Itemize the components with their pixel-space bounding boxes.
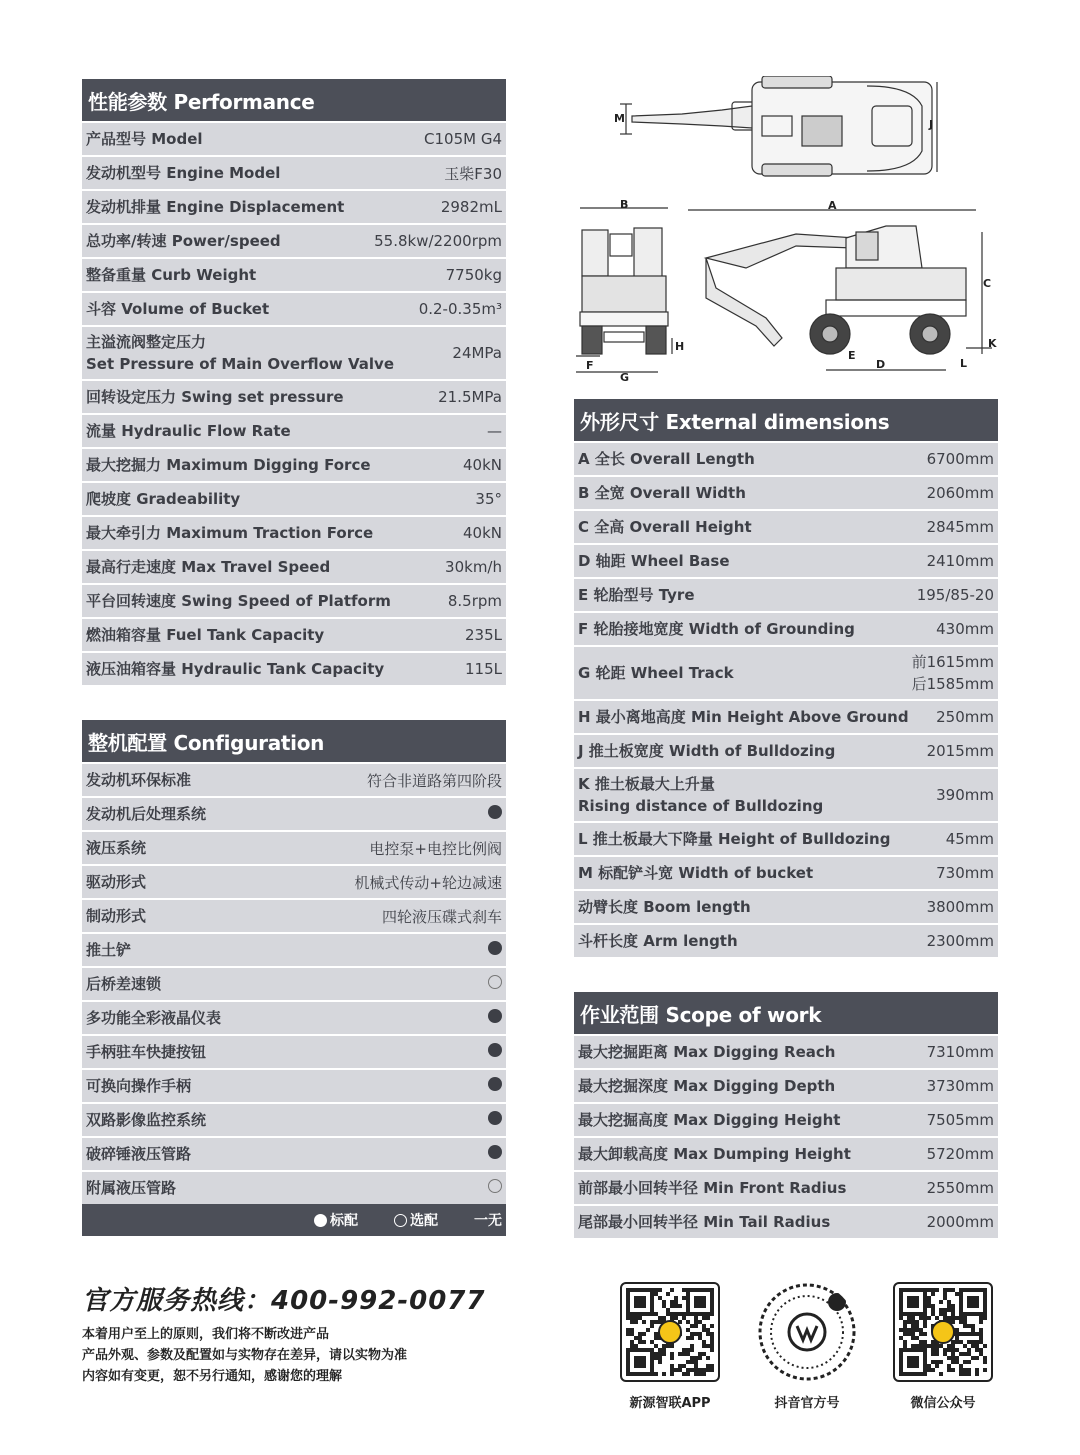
table-row bbox=[574, 1068, 998, 1102]
row-label-group bbox=[578, 773, 823, 817]
row-value: 7505mm bbox=[926, 1111, 994, 1129]
row-value: 2982mL bbox=[440, 198, 502, 216]
table-row bbox=[82, 762, 506, 796]
row-label: 燃油箱容量 Fuel Tank Capacity bbox=[86, 626, 325, 644]
service-hotline: 官方服务热线：400-992-0077 bbox=[82, 1286, 486, 1316]
row-label: C 全高 Overall Height bbox=[578, 518, 752, 536]
row-label: 斗容 Volume of Bucket bbox=[86, 300, 270, 318]
row-label-en: Rising distance of Bulldozing bbox=[578, 797, 824, 815]
standard-dot-icon bbox=[488, 805, 502, 823]
label-h: H bbox=[675, 340, 684, 353]
row-value: 2410mm bbox=[926, 552, 994, 570]
row-label: D 轴距 Wheel Base bbox=[578, 552, 730, 570]
qr-app[interactable] bbox=[620, 1282, 720, 1411]
row-label: 发动机型号 Engine Model bbox=[86, 164, 281, 182]
label-k: K bbox=[988, 337, 997, 350]
row-value-group bbox=[912, 651, 994, 695]
label-j: J bbox=[929, 118, 934, 131]
row-label: M 标配铲斗宽 Width of bucket bbox=[578, 864, 814, 882]
row-value: 2550mm bbox=[926, 1179, 994, 1197]
row-label: 推土铲 bbox=[86, 941, 132, 959]
table-row bbox=[82, 617, 506, 651]
table-row bbox=[82, 796, 506, 830]
label-m: M bbox=[614, 112, 625, 125]
qr-douyin-caption: 抖音官方号 bbox=[774, 1396, 840, 1411]
table-row bbox=[574, 699, 998, 733]
table-row bbox=[82, 291, 506, 325]
table-row bbox=[574, 1034, 998, 1068]
row-label: 最大挖掘力 Maximum Digging Force bbox=[86, 456, 371, 474]
row-value: 45mm bbox=[945, 830, 994, 848]
qr-app-caption: 新源智联APP bbox=[629, 1396, 711, 1411]
table-row bbox=[574, 889, 998, 923]
row-label: 制动形式 bbox=[86, 907, 147, 925]
standard-dot-icon bbox=[488, 1077, 502, 1095]
table-row bbox=[82, 447, 506, 481]
row-label: 附属液压管路 bbox=[86, 1179, 177, 1197]
legend-standard: 标配 bbox=[330, 1213, 358, 1229]
table-row bbox=[574, 733, 998, 767]
standard-dot-icon bbox=[488, 1009, 502, 1027]
row-value: C105M G4 bbox=[424, 130, 502, 148]
row-label: 斗杆长度 Arm length bbox=[578, 932, 738, 950]
row-label: 可换向操作手柄 bbox=[86, 1077, 192, 1095]
table-row bbox=[574, 611, 998, 645]
row-label: A 全长 Overall Length bbox=[578, 450, 755, 468]
scope-title: 作业范围 Scope of work bbox=[574, 992, 998, 1034]
standard-dot-icon bbox=[488, 1111, 502, 1129]
row-label: 爬坡度 Gradeability bbox=[86, 490, 241, 508]
table-row bbox=[82, 413, 506, 447]
table-row bbox=[82, 121, 506, 155]
note-line: 内容如有变更，恕不另行通知，感谢您的理解 bbox=[82, 1369, 343, 1384]
standard-dot-icon bbox=[488, 941, 502, 959]
table-row bbox=[82, 481, 506, 515]
row-value: 5720mm bbox=[926, 1145, 994, 1163]
label-e: E bbox=[848, 349, 856, 362]
row-label: 液压油箱容量 Hydraulic Tank Capacity bbox=[86, 660, 385, 678]
row-value: 55.8kw/2200rpm bbox=[374, 232, 502, 250]
qr-code-icon bbox=[620, 1282, 720, 1382]
row-label: F 轮胎接地宽度 Width of Grounding bbox=[578, 620, 855, 638]
configuration-title: 整机配置 Configuration bbox=[82, 720, 506, 762]
table-row bbox=[82, 932, 506, 966]
table-row bbox=[82, 1000, 506, 1034]
optional-dot-icon bbox=[488, 1179, 502, 1197]
table-row bbox=[574, 577, 998, 611]
row-value: 7750kg bbox=[445, 266, 502, 284]
table-row bbox=[574, 645, 998, 699]
row-value: 390mm bbox=[936, 786, 994, 804]
row-value: 2000mm bbox=[926, 1213, 994, 1231]
row-label: 发动机后处理系统 bbox=[86, 805, 207, 823]
table-row bbox=[82, 898, 506, 932]
table-row bbox=[82, 651, 506, 685]
row-value: 40kN bbox=[463, 456, 502, 474]
front-view-diagram bbox=[574, 198, 684, 388]
table-row bbox=[82, 223, 506, 257]
footer-notes bbox=[82, 1324, 407, 1387]
row-label: 最大卸载高度 Max Dumping Height bbox=[578, 1145, 851, 1163]
row-value: 3800mm bbox=[926, 898, 994, 916]
table-row bbox=[82, 1068, 506, 1102]
row-value: 7310mm bbox=[926, 1043, 994, 1061]
row-value: 符合非道路第四阶段 bbox=[366, 771, 502, 790]
table-row bbox=[574, 1170, 998, 1204]
table-row bbox=[82, 583, 506, 617]
row-label: B 全宽 Overall Width bbox=[578, 484, 746, 502]
table-row bbox=[82, 189, 506, 223]
row-value: 2060mm bbox=[926, 484, 994, 502]
row-label: K 推土板最大上升量 bbox=[578, 775, 715, 793]
row-label: 最大牵引力 Maximum Traction Force bbox=[86, 524, 374, 542]
row-label: 破碎锤液压管路 bbox=[86, 1145, 192, 1163]
row-value: 30km/h bbox=[445, 558, 502, 576]
dimensions-table bbox=[574, 399, 998, 957]
row-label: L 推土板最大下降量 Height of Bulldozing bbox=[578, 830, 891, 848]
row-label: 动臂长度 Boom length bbox=[578, 898, 751, 916]
row-value: 235L bbox=[465, 626, 502, 644]
row-value: 前1615mm bbox=[911, 653, 994, 671]
table-row bbox=[82, 1136, 506, 1170]
scope-table bbox=[574, 992, 998, 1238]
row-value: 电控泵+电控比例阀 bbox=[369, 839, 502, 858]
row-label: 主溢流阀整定压力 bbox=[86, 333, 207, 351]
row-value: 115L bbox=[465, 660, 502, 678]
table-row bbox=[82, 515, 506, 549]
label-l: L bbox=[960, 357, 968, 370]
row-label: J 推土板宽度 Width of Bulldozing bbox=[578, 742, 836, 760]
table-row bbox=[574, 1136, 998, 1170]
douyin-qr-icon bbox=[757, 1282, 857, 1382]
label-a: A bbox=[828, 199, 837, 212]
standard-dot-icon bbox=[314, 1214, 327, 1227]
row-value: 0.2-0.35m³ bbox=[418, 300, 502, 318]
table-row bbox=[82, 1170, 506, 1204]
table-row bbox=[82, 1034, 506, 1068]
row-value: 2300mm bbox=[926, 932, 994, 950]
legend-none: 一无 bbox=[474, 1213, 502, 1229]
note-line: 本着用户至上的原则，我们将不断改进产品 bbox=[82, 1327, 330, 1342]
table-row bbox=[574, 543, 998, 577]
row-value: 195/85-20 bbox=[916, 586, 994, 604]
row-label: G 轮距 Wheel Track bbox=[578, 664, 734, 682]
row-label: 发动机排量 Engine Displacement bbox=[86, 198, 345, 216]
row-value: 2845mm bbox=[926, 518, 994, 536]
row-value: 2015mm bbox=[926, 742, 994, 760]
row-label-group bbox=[86, 331, 394, 375]
row-label: 流量 Hydraulic Flow Rate bbox=[86, 422, 291, 440]
config-legend bbox=[82, 1204, 506, 1236]
configuration-table bbox=[82, 720, 506, 1236]
table-row bbox=[82, 864, 506, 898]
table-row bbox=[574, 923, 998, 957]
row-label: 前部最小回转半径 Min Front Radius bbox=[578, 1179, 847, 1197]
optional-dot-icon bbox=[488, 975, 502, 993]
dimensions-title: 外形尺寸 External dimensions bbox=[574, 399, 998, 441]
table-row bbox=[82, 155, 506, 189]
label-d: D bbox=[876, 358, 886, 371]
label-g: G bbox=[620, 371, 630, 384]
qr-wechat[interactable] bbox=[893, 1282, 993, 1411]
row-label: 最高行走速度 Max Travel Speed bbox=[86, 558, 331, 576]
row-value: 后1585mm bbox=[911, 675, 994, 693]
row-label: 尾部最小回转半径 Min Tail Radius bbox=[578, 1213, 831, 1231]
table-row bbox=[82, 1102, 506, 1136]
qr-code-icon bbox=[893, 1282, 993, 1382]
row-value: 21.5MPa bbox=[438, 388, 502, 406]
table-row bbox=[574, 767, 998, 821]
row-value: 3730mm bbox=[926, 1077, 994, 1095]
row-value: 6700mm bbox=[926, 450, 994, 468]
table-row bbox=[574, 1102, 998, 1136]
row-label-en: Set Pressure of Main Overflow Valve bbox=[86, 355, 395, 373]
row-label: 产品型号 Model bbox=[86, 130, 203, 148]
row-label: 最大挖掘深度 Max Digging Depth bbox=[578, 1077, 836, 1095]
performance-title: 性能参数 Performance bbox=[82, 79, 506, 121]
label-c: C bbox=[983, 277, 992, 290]
qr-douyin[interactable] bbox=[757, 1282, 857, 1411]
standard-dot-icon bbox=[488, 1043, 502, 1061]
table-row bbox=[574, 475, 998, 509]
row-value: 35° bbox=[475, 490, 502, 508]
row-label: 总功率/转速 Power/speed bbox=[86, 232, 281, 250]
row-label: 驱动形式 bbox=[86, 873, 147, 891]
row-value: 730mm bbox=[936, 864, 994, 882]
top-view-diagram bbox=[612, 76, 942, 178]
legend-optional: 选配 bbox=[410, 1213, 438, 1229]
row-label: 多功能全彩液晶仪表 bbox=[86, 1009, 222, 1027]
side-view-diagram bbox=[686, 198, 998, 388]
row-value: — bbox=[487, 422, 502, 440]
row-value: 玉柴F30 bbox=[444, 164, 502, 183]
table-row bbox=[82, 379, 506, 413]
note-line: 产品外观、参数及配置如与实物存在差异，请以实物为准 bbox=[82, 1348, 408, 1363]
row-label: 后桥差速锁 bbox=[86, 975, 162, 993]
row-label: 最大挖掘距离 Max Digging Reach bbox=[578, 1043, 836, 1061]
label-b: B bbox=[620, 198, 629, 211]
row-label: 整备重量 Curb Weight bbox=[86, 266, 257, 284]
table-row bbox=[574, 509, 998, 543]
row-label: 手柄驻车快捷按钮 bbox=[86, 1043, 207, 1061]
table-row bbox=[574, 821, 998, 855]
row-value: 机械式传动+轮边减速 bbox=[354, 873, 502, 892]
row-label: 双路影像监控系统 bbox=[86, 1111, 207, 1129]
row-value: 24MPa bbox=[452, 344, 502, 362]
table-row bbox=[82, 966, 506, 1000]
row-label: E 轮胎型号 Tyre bbox=[578, 586, 695, 604]
row-label: H 最小离地高度 Min Height Above Ground bbox=[578, 708, 909, 726]
table-row bbox=[574, 1204, 998, 1238]
table-row bbox=[574, 441, 998, 475]
row-label: 最大挖掘高度 Max Digging Height bbox=[578, 1111, 841, 1129]
row-value: 430mm bbox=[936, 620, 994, 638]
table-row bbox=[574, 855, 998, 889]
performance-table bbox=[82, 79, 506, 685]
table-row bbox=[82, 325, 506, 379]
row-label: 液压系统 bbox=[86, 839, 147, 857]
standard-dot-icon bbox=[488, 1145, 502, 1163]
row-label: 发动机环保标准 bbox=[86, 771, 192, 789]
row-label: 回转设定压力 Swing set pressure bbox=[86, 388, 344, 406]
row-value: 40kN bbox=[463, 524, 502, 542]
table-row bbox=[82, 257, 506, 291]
qr-wechat-caption: 微信公众号 bbox=[910, 1396, 976, 1411]
row-label: 平台回转速度 Swing Speed of Platform bbox=[86, 592, 391, 610]
label-f: F bbox=[586, 359, 594, 372]
optional-dot-icon bbox=[394, 1214, 407, 1227]
row-value: 8.5rpm bbox=[447, 592, 502, 610]
row-value: 250mm bbox=[936, 708, 994, 726]
row-value: 四轮液压碟式刹车 bbox=[381, 907, 502, 926]
table-row bbox=[82, 549, 506, 583]
table-row bbox=[82, 830, 506, 864]
